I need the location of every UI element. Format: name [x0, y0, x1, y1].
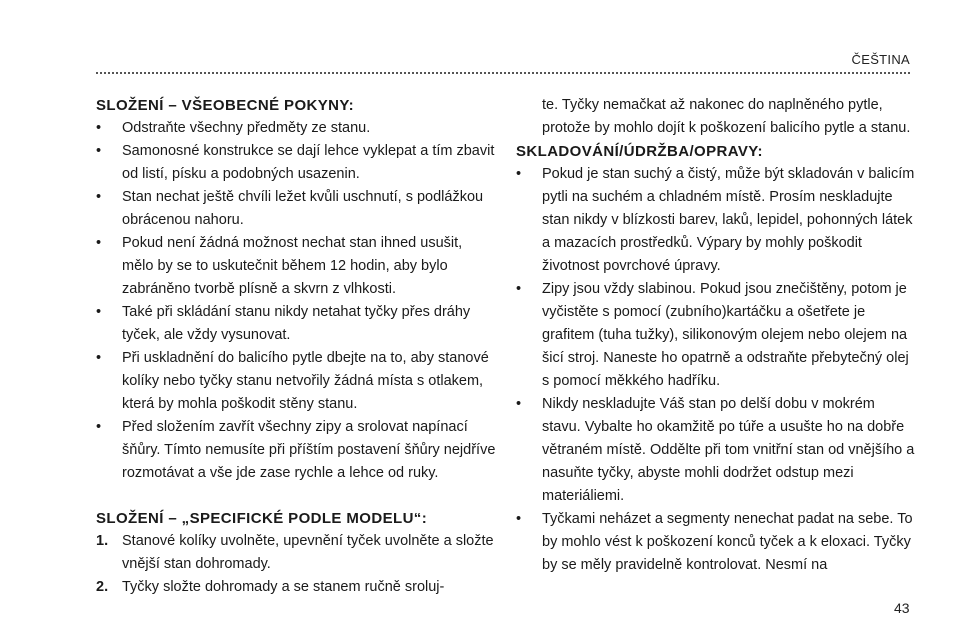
list-item-continuation: te. Tyčky nemačkat až nakonec do naplněného pytle, protože by mohlo dojít k poškození balicího pytle a stanu. — [542, 97, 911, 136]
list-item: • Samonosné konstrukce se dají lehce vyklepat a tím zbavit od listí, písku a podobných usazenin. — [96, 143, 495, 182]
list-item: 2. Tyčky složte dohromady a se stanem ručně sroluj- — [96, 579, 445, 595]
section-heading-model-specific: SLOŽENÍ – „SPECIFICKÉ PODLE MODELU“: — [96, 510, 428, 527]
model-specific-steps-continued — [516, 94, 916, 140]
dotted-divider — [96, 72, 910, 74]
language-label: ČEŠTINA — [851, 52, 910, 67]
list-item: 1. Stanové kolíky uvolněte, upevnění tyček uvolněte a složte vnější stan dohromady. — [96, 533, 494, 572]
storage-care-list — [516, 163, 916, 577]
list-item: • Před složením zavřít všechny zipy a srolovat napínací šňůry. Tímto nemusíte při příštím postavení šňůry nejdříve rozmotávat a vše jde zase rychle a lehce od ruky. — [96, 419, 496, 481]
section-heading-general: SLOŽENÍ – VŠEOBECNÉ POKYNY: — [96, 97, 355, 114]
left-column — [96, 94, 496, 599]
list-item: • Pokud je stan suchý a čistý, může být skladován v balicím pytli na suchém a chladném místě. Prosím neskladujte stan nikdy v blízkosti barev, laků, lepidel, pohonných látek a mazacích prostředků. Výpary by mohly poškodit životnost povrchové úpravy. — [516, 166, 915, 274]
list-item: • Také při skládání stanu nikdy netahat tyčky přes dráhy tyček, ale vždy vysunovat. — [96, 304, 471, 343]
list-item: • Odstraňte všechny předměty ze stanu. — [96, 120, 371, 136]
general-instructions-list — [96, 117, 496, 485]
list-item: • Tyčkami neházet a segmenty nenechat padat na sebe. To by mohlo vést k poškození konců tyček a k eloxaci. Tyčky by se měly pravidelně kontrolovat. Nesmí na — [516, 511, 913, 573]
section-heading-storage: SKLADOVÁNÍ/ÚDRŽBA/OPRAVY: — [516, 143, 763, 160]
list-item: • Při uskladnění do balicího pytle dbejte na to, aby stanové kolíky nebo tyčky stanu netvořily žádná místa s otlakem, která by mohla poškodit stěny stanu. — [96, 350, 489, 412]
list-item: • Nikdy neskladujte Váš stan po delší dobu v mokrém stavu. Vybalte ho okamžitě po túře a usušte ho na dobře větraném místě. Oddělte při tom vnitřní stan od vnějšího a nasuňte tyčky, abyste mohli dodržet odstup mezi materiáliemi. — [516, 396, 915, 504]
model-specific-steps-list — [96, 530, 496, 599]
page-number: 43 — [894, 600, 910, 616]
list-item: • Zipy jsou vždy slabinou. Pokud jsou znečištěny, potom je vyčistěte s pomocí (zubního)kartáčku a ošetřete je grafitem (tuha tužky), silikonovým olejem nebo olejem na šicí stroj. Naneste ho opatrně a odstraňte přebytečný olej s pomocí měkkého hadříku. — [516, 281, 909, 389]
list-item: • Pokud není žádná možnost nechat stan ihned usušit, mělo by se to uskutečnit během 12 hodin, aby bylo zabráněno tvorbě plísně a skvrn z vlhkosti. — [96, 235, 463, 297]
list-item: • Stan nechat ještě chvíli ležet kvůli uschnutí, s podlážkou obrácenou nahoru. — [96, 189, 484, 228]
right-column — [516, 94, 916, 577]
